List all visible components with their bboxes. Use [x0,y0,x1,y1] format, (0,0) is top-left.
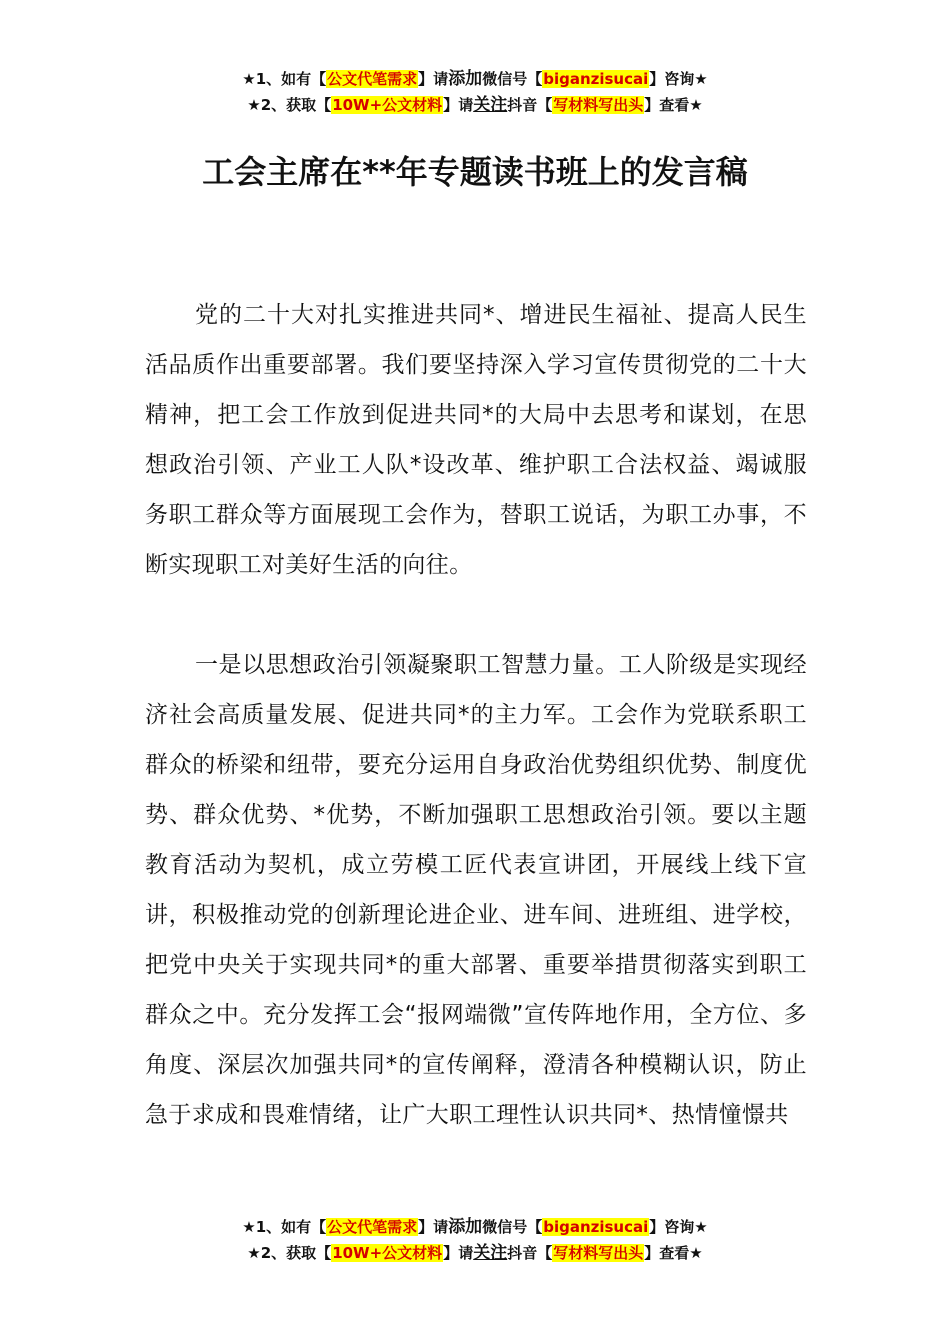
banner-highlight-materials: 10W+公文材料 [332,96,443,114]
banner-highlight-douyin: 写材料写出头 [553,1244,644,1262]
banner-line-2: ★2、获取【10W+公文材料】请关注抖音【写材料写出头】查看★ [247,1243,703,1263]
banner-highlight-materials: 10W+公文材料 [332,1244,443,1262]
banner-highlight-wechat: biganzisucai [543,70,649,88]
header-banner [0,66,950,118]
banner-highlight-service: 公文代笔需求 [327,70,418,88]
banner-highlight-wechat: biganzisucai [543,1218,649,1236]
banner-line-1: ★1、如有【公文代笔需求】请添加微信号【biganzisucai】咨询★ [242,69,708,89]
paragraph-1: 党的二十大对扎实推进共同*、增进民生福祉、提高人民生活品质作出重要部署。我们要坚持深入学习宣传贯彻党的二十大精神，把工会工作放到促进共同*的大局中去思考和谋划，在思想政治引领、产业工人队*设改革、维护职工合法权益、竭诚服务职工群众等方面展现工会作为，替职工说话，为职工办事，不断实现职工对美好生活的向往。 [145,302,807,578]
banner-highlight-douyin: 写材料写出头 [553,96,644,114]
document-title: 工会主席在**年专题读书班上的发言稿 [202,153,748,191]
paragraph-2: 一是以思想政治引领凝聚职工智慧力量。工人阶级是实现经济社会高质量发展、促进共同*的主力军。工会作为党联系职工群众的桥梁和纽带，要充分运用自身政治优势组织优势、制度优势、群众优势、*优势，不断加强职工思想政治引领。要以主题教育活动为契机，成立劳模工匠代表宣讲团，开展线上线下宣讲，积极推动党的创新理论进企业、进车间、进班组、进学校，把党中央关于实现共同*的重大部署、重要举措贯彻落实到职工群众之中。充分发挥工会“报网端微”宣传阵地作用，全方位、多角度、深层次加强共同*的宣传阐释，澄清各种模糊认识，防止急于求成和畏难情绪，让广大职工理性认识共同*、热情憧憬共 [145,652,807,1128]
banner-line-1: ★1、如有【公文代笔需求】请添加微信号【biganzisucai】咨询★ [242,1217,708,1237]
banner-line-2: ★2、获取【10W+公文材料】请关注抖音【写材料写出头】查看★ [247,95,703,115]
document-body [145,290,807,1190]
banner-highlight-service: 公文代笔需求 [327,1218,418,1236]
footer-banner [0,1214,950,1266]
